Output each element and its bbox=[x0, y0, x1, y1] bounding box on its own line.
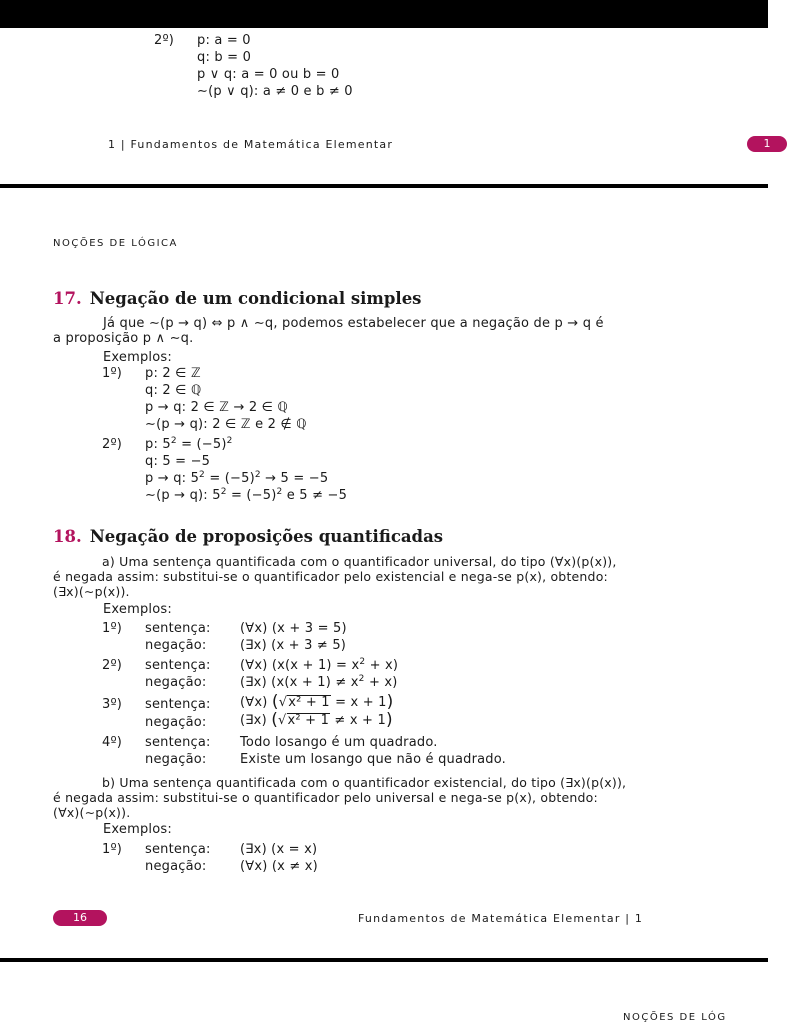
s18-negacao-label: negação: bbox=[145, 638, 207, 653]
s18-a-line-3: (∃x)(∼p(x)). bbox=[53, 584, 130, 599]
s17-ex1-line-3: p → q: 2 ∈ ℤ → 2 ∈ ℚ bbox=[145, 400, 288, 415]
prev-line-4: ∼(p ∨ q): a ≠ 0 e b ≠ 0 bbox=[197, 84, 353, 99]
s18-a-ex4-sentence: Todo losango é um quadrado. bbox=[240, 735, 438, 750]
s18-a-ex2-negation: (∃x) $(x(x + 1) \ne x^2 + x)$ bbox=[240, 674, 398, 690]
section-17-title: Negação de um condicional simples bbox=[89, 289, 422, 308]
s18-a-ex2-sentence: (∀x) $(x(x + 1) = x^2 + x)$ bbox=[240, 657, 399, 673]
prev-example-number: 2º) bbox=[154, 33, 175, 48]
s18-a-examples-label: Exemplos: bbox=[103, 602, 172, 617]
s17-intro-line-2: a proposição p ∧ ∼q. bbox=[53, 331, 194, 346]
s17-intro-line-1: Já que ∼(p → q) ⇔ p ∧ ∼q, podemos estabelecer que a negação de p → q é bbox=[103, 316, 604, 331]
s18-b-ex1-number: 1º) bbox=[102, 842, 123, 857]
s18-a-ex3-sentence: (∀x) (√x² + 1 = x + 1) bbox=[240, 692, 394, 712]
s18-a-ex4-number: 4º) bbox=[102, 735, 123, 750]
section-18-heading bbox=[53, 527, 443, 546]
s18-b-examples-label: Exemplos: bbox=[103, 822, 172, 837]
prev-footer-text: 1 | Fundamentos de Matemática Elementar bbox=[108, 138, 394, 151]
page-number-pill: 16 bbox=[53, 910, 107, 926]
page-separator-bottom bbox=[0, 958, 768, 962]
s18-negacao-label: negação: bbox=[145, 715, 207, 730]
s18-b-line-2: é negada assim: substitui-se o quantificador pelo universal e nega-se p(x), obtendo: bbox=[53, 790, 598, 805]
section-18-number: 18. bbox=[53, 527, 82, 546]
s18-sentenca-label: sentença: bbox=[145, 735, 211, 750]
s18-a-line-2: é negada assim: substitui-se o quantificador pelo existencial e nega-se p(x), obtendo: bbox=[53, 569, 608, 584]
s18-negacao-label: negação: bbox=[145, 675, 207, 690]
s17-examples-label: Exemplos: bbox=[103, 350, 172, 365]
radical: x² + 1 bbox=[288, 695, 330, 710]
prev-line-1: p: a = 0 bbox=[197, 33, 251, 48]
s18-b-ex1-sentence: (∃x) (x = x) bbox=[240, 842, 318, 857]
s18-sentenca-label: sentença: bbox=[145, 658, 211, 673]
s18-a-ex2-number: 2º) bbox=[102, 658, 123, 673]
s18-sentenca-label: sentença: bbox=[145, 621, 211, 636]
s18-a-ex3-negation: (∃x) (√x² + 1 ≠ x + 1) bbox=[240, 710, 393, 730]
next-page-header-fragment: NOÇÕES DE LÓG bbox=[623, 1012, 727, 1023]
s18-sentenca-label: sentença: bbox=[145, 697, 211, 712]
s18-b-line-3: (∀x)(∼p(x)). bbox=[53, 805, 131, 820]
s17-ex1-line-2: q: 2 ∈ ℚ bbox=[145, 383, 202, 398]
s17-ex2-line-2: q: 5 = −5 bbox=[145, 454, 211, 469]
prev-page-pill: 1 bbox=[747, 136, 787, 152]
s17-ex2-line-1: p: $5^2 = (-5)^2$ bbox=[145, 436, 233, 452]
footer-text: Fundamentos de Matemática Elementar | 1 bbox=[358, 912, 644, 925]
section-17-heading bbox=[53, 289, 421, 308]
s17-ex1-line-1: p: 2 ∈ ℤ bbox=[145, 366, 201, 381]
s18-a-ex4-negation: Existe um losango que não é quadrado. bbox=[240, 752, 507, 767]
s18-b-ex1-negation: (∀x) (x ≠ x) bbox=[240, 859, 318, 874]
s18-sentenca-label: sentença: bbox=[145, 842, 211, 857]
top-black-bar bbox=[0, 0, 768, 28]
s18-a-ex1-number: 1º) bbox=[102, 621, 123, 636]
s17-ex1-number: 1º) bbox=[102, 366, 123, 381]
s18-a-ex1-sentence: (∀x) (x + 3 = 5) bbox=[240, 621, 347, 636]
section-18-title: Negação de proposições quantificadas bbox=[89, 527, 444, 546]
page-separator-top bbox=[0, 184, 768, 188]
prev-line-3: p ∨ q: a = 0 ou b = 0 bbox=[197, 67, 340, 82]
s17-ex2-number: 2º) bbox=[102, 437, 123, 452]
radical: x² + 1 bbox=[287, 713, 330, 728]
s18-b-line-1: b) Uma sentença quantificada com o quantificador existencial, do tipo (∃x)(p(x)), bbox=[102, 775, 627, 790]
s17-ex1-line-4: ∼(p → q): 2 ∈ ℤ e 2 ∉ ℚ bbox=[145, 417, 307, 432]
s17-ex2-line-4: ∼(p → q): $5^2 = (-5)^2$ e 5 ≠ −5 bbox=[145, 487, 348, 503]
s18-negacao-label: negação: bbox=[145, 859, 207, 874]
s18-negacao-label: negação: bbox=[145, 752, 207, 767]
s18-a-line-1: a) Uma sentença quantificada com o quantificador universal, do tipo (∀x)(p(x)), bbox=[102, 554, 617, 569]
running-header: NOÇÕES DE LÓGICA bbox=[53, 238, 178, 249]
s17-ex2-line-3: p → q: $5^2 = (-5)^2 \to 5 = -5$ bbox=[145, 470, 329, 486]
prev-line-2: q: b = 0 bbox=[197, 50, 252, 65]
section-17-number: 17. bbox=[53, 289, 82, 308]
s18-a-ex1-negation: (∃x) (x + 3 ≠ 5) bbox=[240, 638, 347, 653]
s18-a-ex3-number: 3º) bbox=[102, 697, 123, 712]
